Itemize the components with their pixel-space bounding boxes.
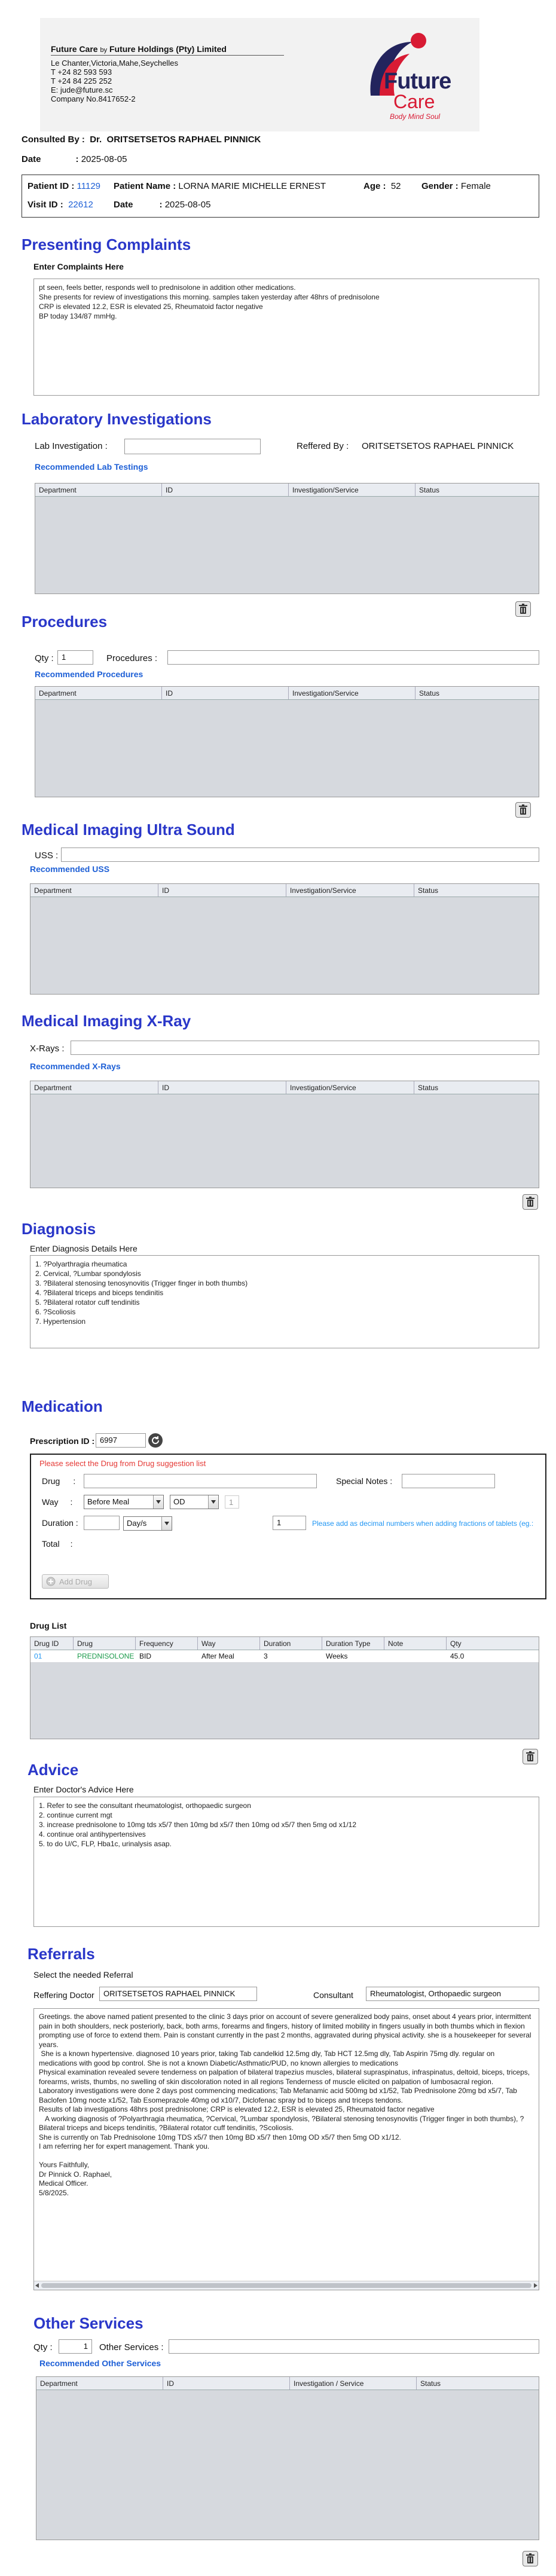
prescription-id-input[interactable]: 6997	[96, 1433, 146, 1448]
visit-row: Visit ID : 22612	[28, 200, 93, 210]
duration-label: Duration :	[42, 1518, 78, 1528]
lab-delete-button[interactable]	[515, 601, 531, 617]
frequency-select[interactable]: OD	[170, 1495, 219, 1509]
procedures-title: Procedures	[22, 613, 108, 631]
visit-date: 2025-08-05	[164, 200, 211, 210]
patient-age-row: Age : 52	[363, 181, 401, 191]
col-department[interactable]: Department	[36, 2377, 163, 2390]
uss-table	[30, 883, 539, 995]
xray-field-label: X-Rays :	[30, 1044, 65, 1054]
uss-table-header	[30, 884, 539, 897]
other-services-table	[36, 2376, 539, 2540]
complaints-label: Enter Complaints Here	[33, 262, 124, 271]
patient-row-1: Patient ID : 11129	[28, 181, 101, 191]
col-department[interactable]: Department	[35, 687, 162, 699]
col-investigation[interactable]: Investigation / Service	[290, 2377, 417, 2390]
procedures-qty-label: Qty :	[35, 653, 54, 663]
company-logo	[353, 24, 454, 126]
visit-id: 22612	[68, 200, 93, 210]
col-department[interactable]: Department	[35, 484, 162, 496]
lab-title: Laboratory Investigations	[22, 410, 212, 428]
frequency-qty-input[interactable]: 1	[225, 1495, 239, 1509]
other-recommended-label: Recommended Other Services	[39, 2358, 161, 2368]
consulted-by-row: Consulted By : Dr. ORITSETSETOS RAPHAEL PINNICK	[22, 134, 261, 145]
company-address	[51, 59, 178, 103]
lab-investigation-input[interactable]	[124, 439, 261, 454]
other-qty-label: Qty :	[33, 2342, 53, 2352]
diagnosis-title: Diagnosis	[22, 1220, 96, 1238]
complaints-title: Presenting Complaints	[22, 235, 191, 253]
drug-label: Drug :	[42, 1476, 76, 1486]
procedures-field-label: Procedures :	[106, 653, 158, 663]
advice-title: Advice	[28, 1761, 79, 1779]
col-id[interactable]: ID	[163, 2377, 290, 2390]
drug-warning: Please select the Drug from Drug suggestion list	[39, 1459, 206, 1468]
referrals-label: Select the needed Referral	[33, 1970, 133, 1980]
referring-doctor-label: Reffering Doctor	[33, 1990, 94, 2000]
col-duration[interactable]: Duration	[260, 1637, 322, 1650]
special-notes-input[interactable]	[402, 1474, 495, 1488]
drug-list-title: Drug List	[30, 1621, 67, 1630]
xray-table	[30, 1081, 539, 1188]
col-investigation[interactable]: Investigation/Service	[286, 884, 414, 897]
col-department[interactable]: Department	[30, 884, 158, 897]
complaints-textarea[interactable]: pt seen, feels better, responds well to prednisolone in addition other medications. She presents for review of investigations this morning. samples taken yesterday after 48hrs of prednisolone CRP is elevated 12.2, ESR is elevated 25, Rheumatoid factor negative BP today 134/87 mmHg.	[33, 279, 539, 396]
drug-input[interactable]	[84, 1474, 317, 1488]
trash-icon	[526, 1197, 535, 1207]
lab-table-header	[35, 484, 539, 497]
patient-name: LORNA MARIE MICHELLE ERNEST	[178, 181, 326, 191]
other-services-title: Other Services	[33, 2314, 143, 2332]
refresh-button[interactable]	[148, 1433, 163, 1448]
other-services-label: Other Services :	[99, 2342, 164, 2352]
col-qty[interactable]: Qty	[450, 1639, 462, 1648]
xray-input[interactable]	[71, 1041, 539, 1055]
drug-list-table	[30, 1636, 539, 1739]
col-note[interactable]: Note	[384, 1637, 447, 1650]
visit-date-row: Date : 2025-08-05	[114, 200, 211, 210]
uss-input[interactable]	[61, 848, 539, 862]
col-department[interactable]: Department	[30, 1081, 158, 1094]
way-label: Way :	[42, 1497, 73, 1507]
advice-label: Enter Doctor's Advice Here	[33, 1785, 134, 1794]
uss-title: Medical Imaging Ultra Sound	[22, 821, 235, 839]
table-row[interactable]: 01 PREDNISOLONE BID After Meal 3 Weeks 45.0	[30, 1650, 539, 1662]
col-way[interactable]: Way	[198, 1637, 260, 1650]
total-label: Total :	[42, 1539, 73, 1549]
company-title: Future Care by Future Holdings (Pty) Limited	[51, 44, 227, 54]
trash-icon	[518, 804, 528, 815]
consultant-label: Consultant	[313, 1990, 353, 2000]
col-frequency[interactable]: Frequency	[136, 1637, 198, 1650]
duration-input[interactable]	[84, 1516, 120, 1530]
medication-title: Medication	[22, 1397, 103, 1415]
procedures-table-header	[35, 687, 539, 700]
way-select[interactable]: Before Meal	[84, 1495, 164, 1509]
referring-doctor-input[interactable]: ORITSETSETOS RAPHAEL PINNICK	[99, 1987, 257, 2001]
xray-title: Medical Imaging X-Ray	[22, 1012, 191, 1030]
col-id[interactable]: ID	[162, 687, 289, 699]
add-drug-button[interactable]: Add Drug	[42, 1574, 109, 1589]
logo-tagline: Body Mind Soul	[390, 112, 441, 121]
trash-icon	[526, 2553, 535, 2564]
xray-recommended-label: Recommended X-Rays	[30, 1061, 121, 1071]
prescription-label: Prescription ID :	[30, 1436, 95, 1446]
patient-gender-row: Gender : Female	[421, 181, 491, 191]
advice-textarea[interactable]: 1. Refer to see the consultant rheumatologist, orthopaedic surgeon 2. continue current mgt 3. increase prednisolone to 10mg tds x5/7 then 10mg bd x5/7 then 10mg od x5/7 then 5mg od x1/12 4. continue oral antihypertensives 5. to do U/C, FLP, Hba1c, urinalysis asap.	[33, 1797, 539, 1927]
scroll-right-icon[interactable]	[534, 2283, 537, 2288]
col-status[interactable]: Status	[418, 886, 439, 895]
diagnosis-label: Enter Diagnosis Details Here	[30, 1244, 138, 1253]
add-icon	[46, 1577, 56, 1586]
col-status[interactable]: Status	[419, 486, 440, 494]
uss-field-label: USS :	[35, 850, 59, 861]
procedures-qty-input[interactable]: 1	[57, 650, 93, 665]
scroll-left-icon[interactable]	[35, 2283, 39, 2288]
procedures-delete-button[interactable]	[515, 802, 531, 818]
col-investigation[interactable]: Investigation/Service	[289, 687, 416, 699]
consultant-input[interactable]: Rheumatologist, Orthopaedic surgeon	[366, 1987, 539, 2001]
other-qty-input[interactable]: 1	[59, 2339, 92, 2354]
tel-line-1: T +24 82 593 593	[51, 68, 112, 77]
col-duration-type[interactable]: Duration Type	[322, 1637, 384, 1650]
logo-word-care: Care	[393, 91, 435, 112]
col-status[interactable]: Status	[418, 1084, 439, 1092]
logo-word-future: Future	[384, 69, 451, 94]
lab-recommended-label: Recommended Lab Testings	[35, 462, 148, 472]
col-investigation[interactable]: Investigation/Service	[286, 1081, 414, 1094]
col-id[interactable]: ID	[162, 484, 289, 496]
referral-scrollbar[interactable]	[34, 2281, 539, 2290]
scroll-thumb[interactable]	[41, 2283, 531, 2288]
diagnosis-textarea[interactable]: 1. ?Polyarthragia rheumatica 2. Cervical, ?Lumbar spondylosis 3. ?Bilateral stenosing tenosynovitis (Trigger finger in both thumbs) 4. ?Bilateral triceps and biceps tendinitis 5. ?Bilateral rotator cuff tendinitis 6. ?Scoliosis 7. Hypertension	[30, 1255, 539, 1348]
patient-age: 52	[390, 181, 401, 191]
uss-recommended-label: Recommended USS	[30, 864, 110, 874]
patient-id: 11129	[77, 181, 101, 191]
referral-letter-textarea[interactable]: Greetings. the above named patient presented to the clinic 3 days prior on account of severe generalized body pains, onset about 4 years prior, intermittent pain in both shoulders, neck posteriorly, back, both arms, forearms and fingers, history of limited mobility in fingers usually in both thumbs which in flexion prompting use of force to extend them. Pain is constant currently in the past 2 months, aggravated during physical activity. she is a housekeeper for several years. She is a known hypertensive. diagnosed 10 years prior, taking Tab candelkid 12.5mg dly, Tab HCT 12.5mg dly, Tab Aspirin 75mg dly. regular on medications with good bp control. She is not a known Diabetic/Asthmatic/PUD, no known allergies to medications Physical examination revealed severe tenderness on palpation of bilateral trapezius muscles, bilateral supraspinatus, infraspinatus, deltoid, biceps, triceps, forearms, wrists, thumbs, no swelling of skin discoloration noted in all regions Tenderness of muscle elicited on palpation of lumbosacral region. Laboratory investigations were done 2 days post commencing medications; Tab Mefanamic acid 500mg bd x1/52, Tab Prednisolone 20mg bd x5/7, Tab Baclofen 10mg nocte x1/52, Tab Esomeprazole 40mg od x10/7, Diclofenac spray bd to biceps and triceps tendons. Results of lab investigations 48hrs post prednisolone; CRP is elevated 12.2, ESR is elevated 25, Rheumatoid factor negative A working diagnosis of ?Polyarthragia rheumatica, ?Cervical, ?Lumbar spondylosis, ?Bilateral stenosing tenosynovitis (Trigger finger in both thumbs), ?Bilateral triceps and biceps tendinitis, ?Bilateral rotator cuff tendinitis, ?Scoliosis. She is currently on Tab Prednisolone 10mg TDS x5/7 then 10mg BD x5/7 then 10mg OD x5/7 then 5mg OD x1/12. I am referring her for expert management. Thank you. Yours Faithfully, Dr Pinnick O. Raphael, Medical Officer. 5/8/2025.	[33, 2008, 539, 2290]
lab-table	[35, 483, 539, 594]
other-delete-button[interactable]	[523, 2551, 538, 2566]
other-services-header	[36, 2377, 539, 2390]
special-notes-label: Special Notes :	[336, 1476, 393, 1486]
drug-list-header	[30, 1637, 539, 1650]
patient-name-row: Patient Name : LORNA MARIE MICHELLE ERNEST	[114, 181, 326, 191]
decimal-hint: Please add as decimal numbers when adding fractions of tablets (eg.:	[312, 1519, 534, 1528]
lab-referred-value: ORITSETSETOS RAPHAEL PINNICK	[362, 441, 514, 451]
col-investigation[interactable]: Investigation/Service	[289, 484, 416, 496]
company-number: Company No.8417652-2	[51, 94, 136, 103]
drug-delete-button[interactable]	[523, 1749, 538, 1764]
duration-unit-select[interactable]: Day/s	[123, 1516, 172, 1531]
tel-line-2: T +24 84 225 252	[51, 77, 112, 85]
col-status[interactable]: Status	[420, 2379, 441, 2388]
company-title-rule	[51, 55, 284, 56]
lab-field-label: Lab Investigation :	[35, 441, 108, 451]
patient-gender: Female	[460, 181, 491, 191]
email-line: E: jude@future.sc	[51, 85, 113, 94]
col-id[interactable]: ID	[158, 1081, 286, 1094]
referrals-title: Referrals	[28, 1945, 95, 1963]
consult-date-row: Date : 2025-08-05	[22, 154, 127, 164]
trash-icon	[518, 604, 528, 614]
refresh-icon	[151, 1436, 160, 1445]
address-line: Le Chanter,Victoria,Mahe,Seychelles	[51, 59, 178, 68]
procedures-recommended-label: Recommended Procedures	[35, 669, 143, 679]
procedures-table	[35, 686, 539, 797]
col-id[interactable]: ID	[158, 884, 286, 897]
col-drug[interactable]: Drug	[74, 1637, 136, 1650]
xray-table-header	[30, 1081, 539, 1094]
col-status[interactable]: Status	[419, 689, 440, 697]
procedures-input[interactable]	[167, 650, 539, 665]
dose-input[interactable]: 1	[273, 1516, 306, 1530]
xray-delete-button[interactable]	[523, 1194, 538, 1210]
other-services-input[interactable]	[169, 2339, 539, 2354]
col-drug-id[interactable]: Drug ID	[30, 1637, 74, 1650]
lab-referred-label: Reffered By :	[297, 441, 349, 451]
trash-icon	[526, 1751, 535, 1762]
